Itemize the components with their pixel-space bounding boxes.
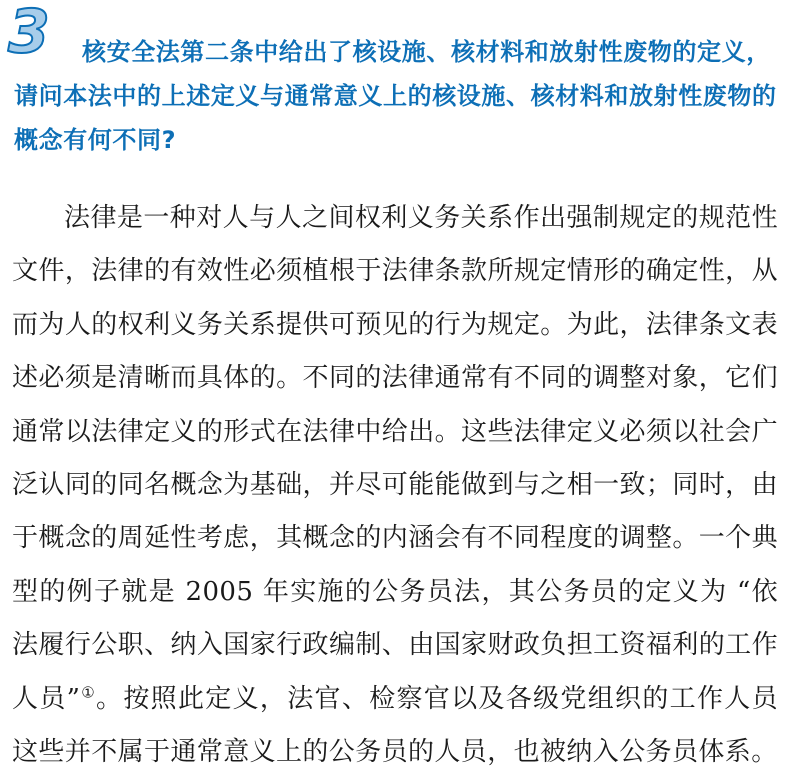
answer-text-part-2: 。按照此定义，法官、检察官以及各级党组织的工作人员这些并不属于通常意义上的公务员的人员，也被纳入公务员体系。 [12, 683, 778, 768]
answer-paragraph [12, 192, 778, 779]
footnote-marker: ① [80, 683, 97, 701]
question-title: 核安全法第二条中给出了核设施、核材料和放射性废物的定义，请问本法中的上述定义与通常意义上的核设施、核材料和放射性废物的概念有何不同? [14, 38, 777, 154]
answer-text-part-1: 法律是一种对人与人之间权利义务关系作出强制规定的规范性文件，法律的有效性必须植根于法律条款所规定情形的确定性，从而为人的权利义务关系提供可预见的行为规定。为此，法律条文表述必须是清晰而具体的。不同的法律通常有不同的调整对象，它们通常以法律定义的形式在法律中给出。这些法律定义必须以社会广泛认同的同名概念为基础，并尽可能能做到与之相一致；同时，由于概念的周延性考虑，其概念的内涵会有不同程度的调整。一个典型的例子就是 2005 年实施的公务员法，其公务员的定义为 “依法履行公职、纳入国家行政编制、由国家财政负担工资福利的工作人员” [12, 203, 778, 714]
question-number: 3 [8, 0, 50, 67]
